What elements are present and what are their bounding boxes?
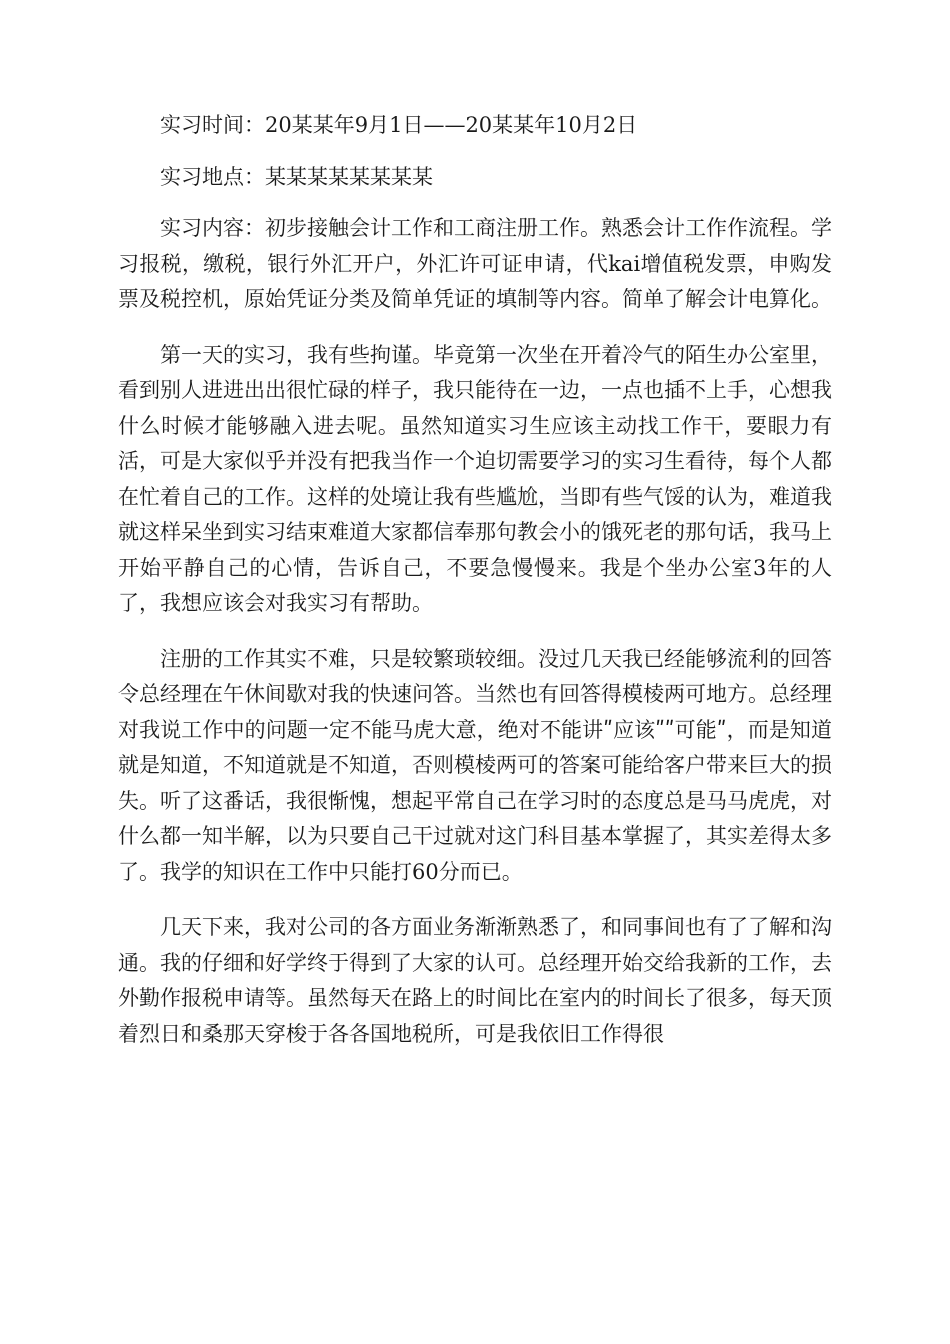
registration-work-paragraph: 注册的工作其实不难，只是较繁琐较细。没过几天我已经能够流利的回答令总经理在午休间歇对我的快速问答。当然也有回答得模棱两可地方。总经理对我说工作中的问题一定不能马虎大意，绝对不能讲ʺ应该ʺʺ可能ʺ，而是知道就是知道，不知道就是不知道，否则模棱两可的答案可能给客户带来巨大的损失。听了这番话，我很惭愧，想起平常自己在学习时的态度总是马马虎虎，对什么都一知半解，以为只要自己干过就对这门科目基本掌握了，其实差得太多了。我学的知识在工作中只能打60分而已。 — [118, 646, 832, 884]
internship-time-line: 实习时间：20某某年9月1日——20某某年10月2日 — [160, 113, 638, 137]
few-days-later-paragraph: 几天下来，我对公司的各方面业务渐渐熟悉了，和同事间也有了了解和沟通。我的仔细和好学终于得到了大家的认可。总经理开始交给我新的工作，去外勤作报税申请等。虽然每天在路上的时间比在室内的时间长了很多，每天顶着烈日和桑那天穿梭于各各国地税所，可是我依旧工作得很 — [118, 915, 832, 1046]
internship-content-paragraph: 实习内容：初步接触会计工作和工商注册工作。熟悉会计工作作流程。学习报税，缴税，银行外汇开户，外汇许可证申请，代kai增值税发票，申购发票及税控机，原始凭证分类及简单凭证的填制等内容。简单了解会计电算化。 — [118, 216, 832, 311]
internship-location-line: 实习地点：某某某某某某某某 — [160, 164, 433, 189]
document-page — [118, 108, 832, 1052]
first-day-paragraph: 第一天的实习，我有些拘谨。毕竟第一次坐在开着冷气的陌生办公室里，看到别人进进出出很忙碌的样子，我只能待在一边，一点也插不上手，心想我什么时候才能够融入进去呢。虽然知道实习生应该主动找工作干，要眼力有活，可是大家似乎并没有把我当作一个迫切需要学习的实习生看待，每个人都在忙着自己的工作。这样的处境让我有些尴尬，当即有些气馁的认为，难道我就这样呆坐到实习结束难道大家都信奉那句教会小的饿死老的那句话，我马上开始平静自己的心情，告诉自己，不要急慢慢来。我是个坐办公室3年的人了，我想应该会对我实习有帮助。 — [118, 342, 832, 615]
